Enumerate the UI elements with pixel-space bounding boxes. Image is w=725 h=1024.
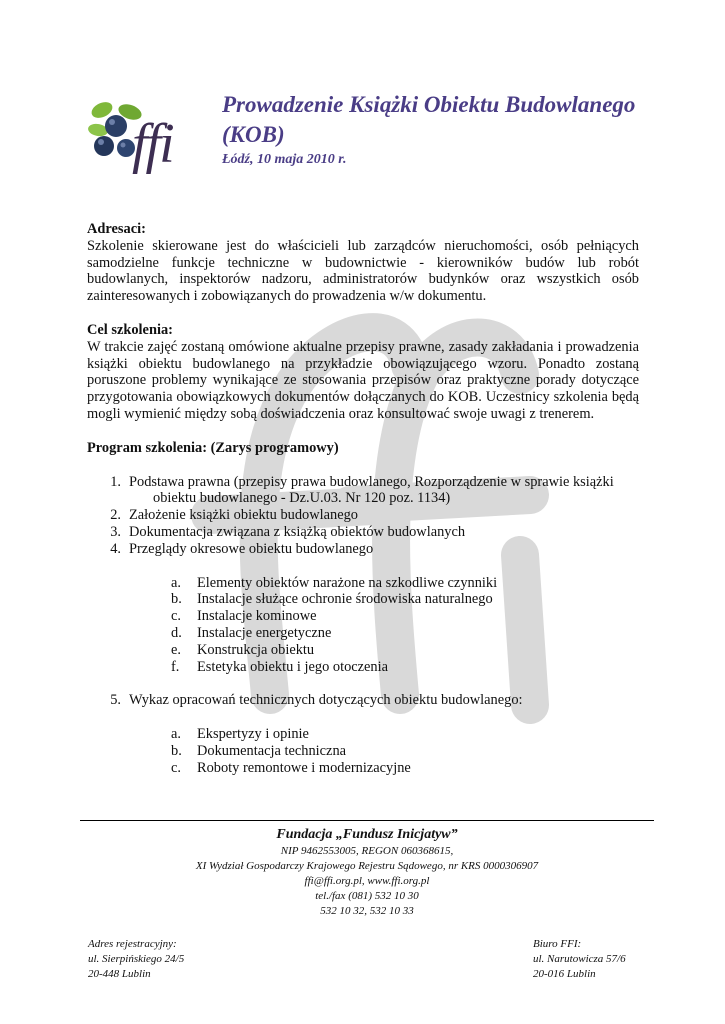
list-item: 3. Dokumentacja związana z książką obiektów budowlanych (110, 523, 466, 540)
list-item-continuation: obiektu budowlanego - Dz.U.03. Nr 120 poz. 1134) (153, 490, 451, 507)
adresaci-heading: Adresaci: (87, 221, 146, 237)
list-item: b. Dokumentacja techniczna (171, 742, 347, 759)
list-item: a. Ekspertyzy i opinie (171, 726, 309, 743)
page-title: Prowadzenie Książki Obiektu Budowlanego (KOB) (222, 92, 636, 147)
adresaci-text: Szkolenie skierowane jest do właścicieli lub zarządców nieruchomości, osób pełniących samodzielne funkcje techniczne w budownictwie - kierowników budów lub robót budowlanych, inspektorów nadzoru, administratorów budynków oraz wszystkich osób zainteresowanych i zobowiązanych do prowadzenia w/w dokumentu. (87, 237, 639, 305)
list-item: b. Instalacje służące ochronie środowiska naturalnego (171, 591, 493, 608)
address-city: 20-448 Lublin (88, 968, 151, 980)
footer (80, 826, 654, 919)
cel-text: W trakcie zajęć zostaną omówione aktualne przepisy prawne, zasady zakładania i prowadzenia książki obiektu budowlanego na przykładzie obowiązującego wzoru. Ponadto zostaną poruszone problemy wynikające ze stosowania przepisów oraz praktyczne porady dotyczące przygotowania obowiązkowych dokumentów dołączanych do KOB. Uczestnicy szkolenia będą mogli wymienić między sobą doświadczenia oraz konsultować swoje uwagi z trenerem. (87, 338, 639, 422)
logo-wordmark: ffi (132, 113, 173, 175)
address-city: 20-016 Lublin (533, 968, 596, 980)
document-body (87, 221, 639, 777)
address-street: ul. Sierpińskiego 24/5 (88, 953, 185, 965)
registered-address (88, 937, 184, 982)
list-item: c. Instalacje kominowe (171, 608, 317, 625)
program-list (87, 474, 639, 558)
list-item: a. Elementy obiektów narażone na szkodliwe czynniki (171, 574, 498, 591)
footer-divider (80, 820, 654, 821)
address-label: Biuro FFI: (533, 938, 582, 950)
program-list-5 (87, 692, 639, 709)
program-sublist-5 (171, 726, 639, 776)
list-item: 2. Założenie książki obiektu budowlanego (110, 507, 358, 524)
address-street: ul. Narutowicza 57/6 (533, 953, 626, 965)
page-date: Łódź, 10 maja 2010 r. (222, 152, 347, 167)
address-label: Adres rejestracyjny: (88, 938, 177, 950)
list-item: f. Estetyka obiektu i jego otoczenia (171, 658, 389, 675)
list-item: d. Instalacje energetyczne (171, 624, 332, 641)
footer-org: Fundacja „Fundusz Inicjatyw” (276, 827, 458, 842)
footer-tel: tel./fax (081) 532 10 30 (315, 890, 419, 902)
program-sublist-4 (171, 575, 639, 676)
footer-web: ffi@ffi.org.pl, www.ffi.org.pl (304, 875, 430, 887)
list-item: 5. Wykaz opracowań technicznych dotyczących obiektu budowlanego: (110, 692, 523, 709)
footer-krs: XI Wydział Gospodarczy Krajowego Rejestru Sądowego, nr KRS 0000306907 (195, 860, 539, 872)
list-item: e. Konstrukcja obiektu (171, 641, 315, 658)
list-item: c. Roboty remontowe i modernizacyjne (171, 759, 411, 776)
footer-tel2: 532 10 32, 532 10 33 (320, 905, 414, 917)
office-address (533, 937, 626, 982)
list-item: 1. Podstawa prawna (przepisy prawa budowlanego, Rozporządzenie w sprawie książki (110, 473, 614, 490)
program-heading: Program szkolenia: (Zarys programowy) (87, 439, 339, 456)
cel-heading: Cel szkolenia: (87, 321, 173, 338)
list-item: 4. Przeglądy okresowe obiektu budowlanego (110, 540, 374, 557)
footer-nip: NIP 9462553005, REGON 060368615, (280, 845, 454, 857)
